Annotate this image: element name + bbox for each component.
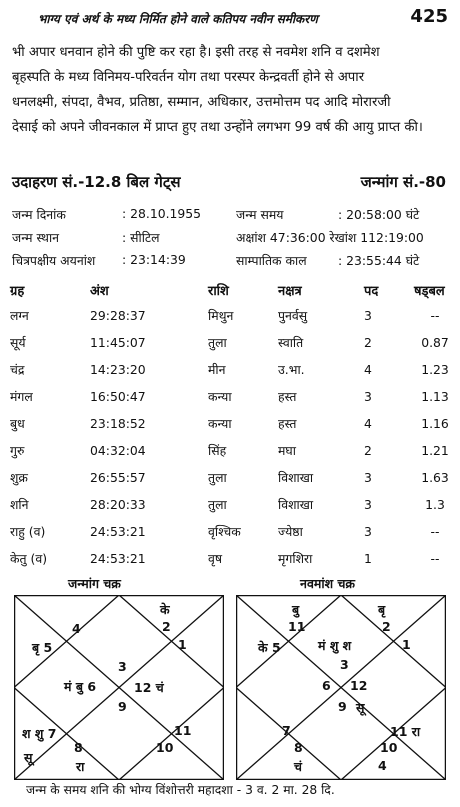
cell-pada: 3 — [364, 308, 372, 323]
table-row — [10, 437, 456, 464]
cell-degree: 14:23:20 — [90, 362, 146, 377]
chart1-label: श शु 7 — [22, 726, 57, 741]
table-row — [10, 518, 456, 545]
cell-planet: गुरु — [10, 443, 25, 458]
sidereal-label: साम्पातिक काल — [236, 253, 307, 268]
cell-sign: वृश्चिक — [208, 524, 241, 539]
header-shadbala: षड्बल — [414, 284, 445, 299]
cell-sign: कन्या — [208, 389, 232, 404]
example-title: उदाहरण सं.-12.8 बिल गेट्स — [12, 173, 181, 191]
table-row — [10, 302, 456, 329]
cell-pada: 3 — [364, 524, 372, 539]
chart2-label: बृ — [378, 602, 386, 617]
chart1-label: बृ 5 — [32, 640, 53, 655]
cell-degree: 04:32:04 — [90, 443, 146, 458]
cell-pada: 3 — [364, 389, 372, 404]
table-row — [10, 491, 456, 518]
chart1-label: 3 — [118, 659, 127, 674]
chart1-label: 11 — [174, 723, 192, 738]
sidereal-value: : 23:55:44 घंटे — [338, 253, 420, 268]
page-header — [0, 6, 460, 28]
chart1-label: मं बु 6 — [64, 679, 97, 694]
chart2-label: के 5 — [258, 640, 281, 655]
paragraph-line: भी अपार धनवान होने की पुष्टि कर रहा है। इसी तरह से नवमेश शनि व दशमेश — [12, 45, 380, 60]
cell-degree: 26:55:57 — [90, 470, 146, 485]
page-number: 425 — [410, 6, 448, 27]
cell-pada: 3 — [364, 470, 372, 485]
chart1-label: के — [160, 602, 170, 617]
header-pada: पद — [364, 284, 379, 299]
cell-nakshatra: हस्त — [278, 389, 297, 404]
chart1-label: 2 — [162, 619, 171, 634]
place-value: : सीटिल — [122, 230, 160, 245]
cell-nakshatra: विशाखा — [278, 497, 314, 512]
birth-info-row — [12, 229, 452, 251]
table-row — [10, 329, 456, 356]
cell-degree: 24:53:21 — [90, 551, 146, 566]
table-row — [10, 356, 456, 383]
chart1-label: 4 — [72, 621, 81, 636]
paragraph-line: बृहस्पति के मध्य विनिमय-परिवर्तन योग तथा परस्पर केन्द्रवर्ती होने से अपार — [12, 70, 365, 85]
place-label: जन्म स्थान — [12, 230, 60, 245]
cell-sign: तुला — [208, 335, 227, 350]
dob-value: : 28.10.1955 — [122, 206, 202, 221]
cell-pada: 4 — [364, 362, 372, 377]
chart1-label: 9 — [118, 699, 127, 714]
cell-planet: बुध — [10, 416, 25, 431]
cell-sign: तुला — [208, 497, 227, 512]
chart2-label: 2 — [382, 619, 391, 634]
table-row — [10, 545, 456, 572]
chart-grid — [14, 595, 224, 780]
cell-sign: कन्या — [208, 416, 232, 431]
chart-grid — [236, 595, 446, 780]
chart2-label: 7 — [282, 723, 291, 738]
table-header-row — [10, 278, 456, 302]
cell-pada: 3 — [364, 497, 372, 512]
cell-shadbala: 1.3 — [425, 497, 445, 512]
chart-number: जन्मांग सं.-80 — [360, 173, 446, 191]
cell-nakshatra: स्वाति — [278, 335, 304, 350]
footnote: जन्म के समय शनि की भोग्य विंशोत्तरी महादशा - 3 व. 2 मा. 28 दि. — [26, 783, 335, 797]
cell-shadbala: 1.13 — [421, 389, 449, 404]
cell-shadbala: -- — [430, 551, 440, 566]
planet-table — [10, 278, 456, 572]
chart1-label: सू — [24, 750, 33, 765]
cell-pada: 2 — [364, 443, 372, 458]
table-row — [10, 464, 456, 491]
example-heading — [12, 172, 450, 196]
cell-degree: 11:45:07 — [90, 335, 146, 350]
cell-planet: केतु (व) — [10, 551, 48, 566]
chart2-label: सू — [356, 700, 365, 715]
cell-pada: 1 — [364, 551, 372, 566]
cell-pada: 4 — [364, 416, 372, 431]
cell-shadbala: -- — [430, 524, 440, 539]
cell-nakshatra: उ.भा. — [278, 362, 305, 377]
cell-degree: 24:53:21 — [90, 524, 146, 539]
chart2-label: मं शु श — [318, 638, 352, 653]
cell-shadbala: 1.21 — [421, 443, 449, 458]
lat-lon: अक्षांश 47:36:00 रेखांश 112:19:00 — [236, 230, 424, 245]
chart2-label: 10 — [380, 740, 398, 755]
time-value: : 20:58:00 घंटे — [338, 207, 420, 222]
navamsha-chart — [236, 595, 446, 780]
paragraph-line: देसाई को अपने जीवनकाल में प्राप्त हुए तथा उन्होंने लगभग 99 वर्ष की आयु प्राप्त की। — [12, 120, 423, 135]
chart1-label: 12 चं — [134, 680, 164, 695]
chart1-label: 8 — [74, 740, 83, 755]
paragraph-line: धनलक्ष्मी, संपदा, वैभव, प्रतिष्ठा, सम्मान, अधिकार, उत्तमोत्तम पद आदि मोरारजी — [12, 95, 391, 110]
cell-planet: लग्न — [10, 308, 29, 323]
chart2-label: 9 — [338, 699, 347, 714]
chart1-label: 1 — [178, 637, 187, 652]
body-paragraph — [12, 40, 450, 140]
chart2-label: 6 — [322, 678, 331, 693]
cell-planet: राहु (व) — [10, 524, 46, 539]
cell-nakshatra: पुनर्वसु — [278, 308, 308, 323]
cell-degree: 29:28:37 — [90, 308, 146, 323]
chart2-label: 12 — [350, 678, 368, 693]
ayanamsha-label: चित्रपक्षीय अयनांश — [12, 253, 96, 268]
chart2-label: 8 — [294, 740, 303, 755]
header-degree: अंश — [90, 284, 109, 299]
cell-planet: सूर्य — [10, 335, 26, 350]
ayanamsha-value: : 23:14:39 — [122, 252, 186, 267]
cell-planet: चंद्र — [10, 362, 25, 377]
cell-sign: सिंह — [208, 443, 227, 458]
cell-nakshatra: हस्त — [278, 416, 297, 431]
dob-label: जन्म दिनांक — [12, 207, 66, 222]
cell-planet: मंगल — [10, 389, 33, 404]
cell-pada: 2 — [364, 335, 372, 350]
cell-nakshatra: मघा — [278, 443, 296, 458]
cell-shadbala: 1.16 — [421, 416, 449, 431]
cell-planet: शुक्र — [10, 470, 28, 485]
chart2-label: चं — [294, 759, 302, 774]
birth-info-row — [12, 252, 452, 274]
time-label: जन्म समय — [236, 207, 284, 222]
chart2-label: 11 रा — [390, 724, 421, 739]
table-row — [10, 410, 456, 437]
chart1-label: 10 — [156, 740, 174, 755]
cell-shadbala: -- — [430, 308, 440, 323]
header-nakshatra: नक्षत्र — [278, 284, 302, 299]
cell-sign: वृष — [208, 551, 223, 566]
cell-planet: शनि — [10, 497, 29, 512]
birth-info-row — [12, 206, 452, 228]
cell-shadbala: 1.63 — [421, 470, 449, 485]
chart2-label: 1 — [402, 637, 411, 652]
table-row — [10, 383, 456, 410]
cell-sign: मिथुन — [208, 308, 234, 323]
header-sign: राशि — [208, 284, 229, 299]
cell-nakshatra: ज्येष्ठा — [278, 524, 303, 539]
chart1-title: जन्मांग चक्र — [68, 576, 121, 591]
chart1-label: रा — [76, 759, 85, 774]
cell-degree: 23:18:52 — [90, 416, 146, 431]
cell-nakshatra: विशाखा — [278, 470, 314, 485]
cell-degree: 28:20:33 — [90, 497, 146, 512]
cell-sign: मीन — [208, 362, 226, 377]
cell-sign: तुला — [208, 470, 227, 485]
cell-degree: 16:50:47 — [90, 389, 146, 404]
chart2-label: बु — [292, 602, 300, 617]
chart2-label: 4 — [378, 758, 387, 773]
cell-shadbala: 1.23 — [421, 362, 449, 377]
cell-shadbala: 0.87 — [421, 335, 449, 350]
janmang-chart — [14, 595, 224, 780]
running-title: भाग्य एवं अर्थ के मध्य निर्मित होने वाले कतिपय नवीन समीकरण — [38, 12, 318, 26]
cell-nakshatra: मृगशिरा — [278, 551, 313, 566]
chart2-title: नवमांश चक्र — [300, 576, 355, 591]
chart2-label: 11 — [288, 619, 306, 634]
header-planet: ग्रह — [10, 284, 25, 299]
chart2-label: 3 — [340, 657, 349, 672]
